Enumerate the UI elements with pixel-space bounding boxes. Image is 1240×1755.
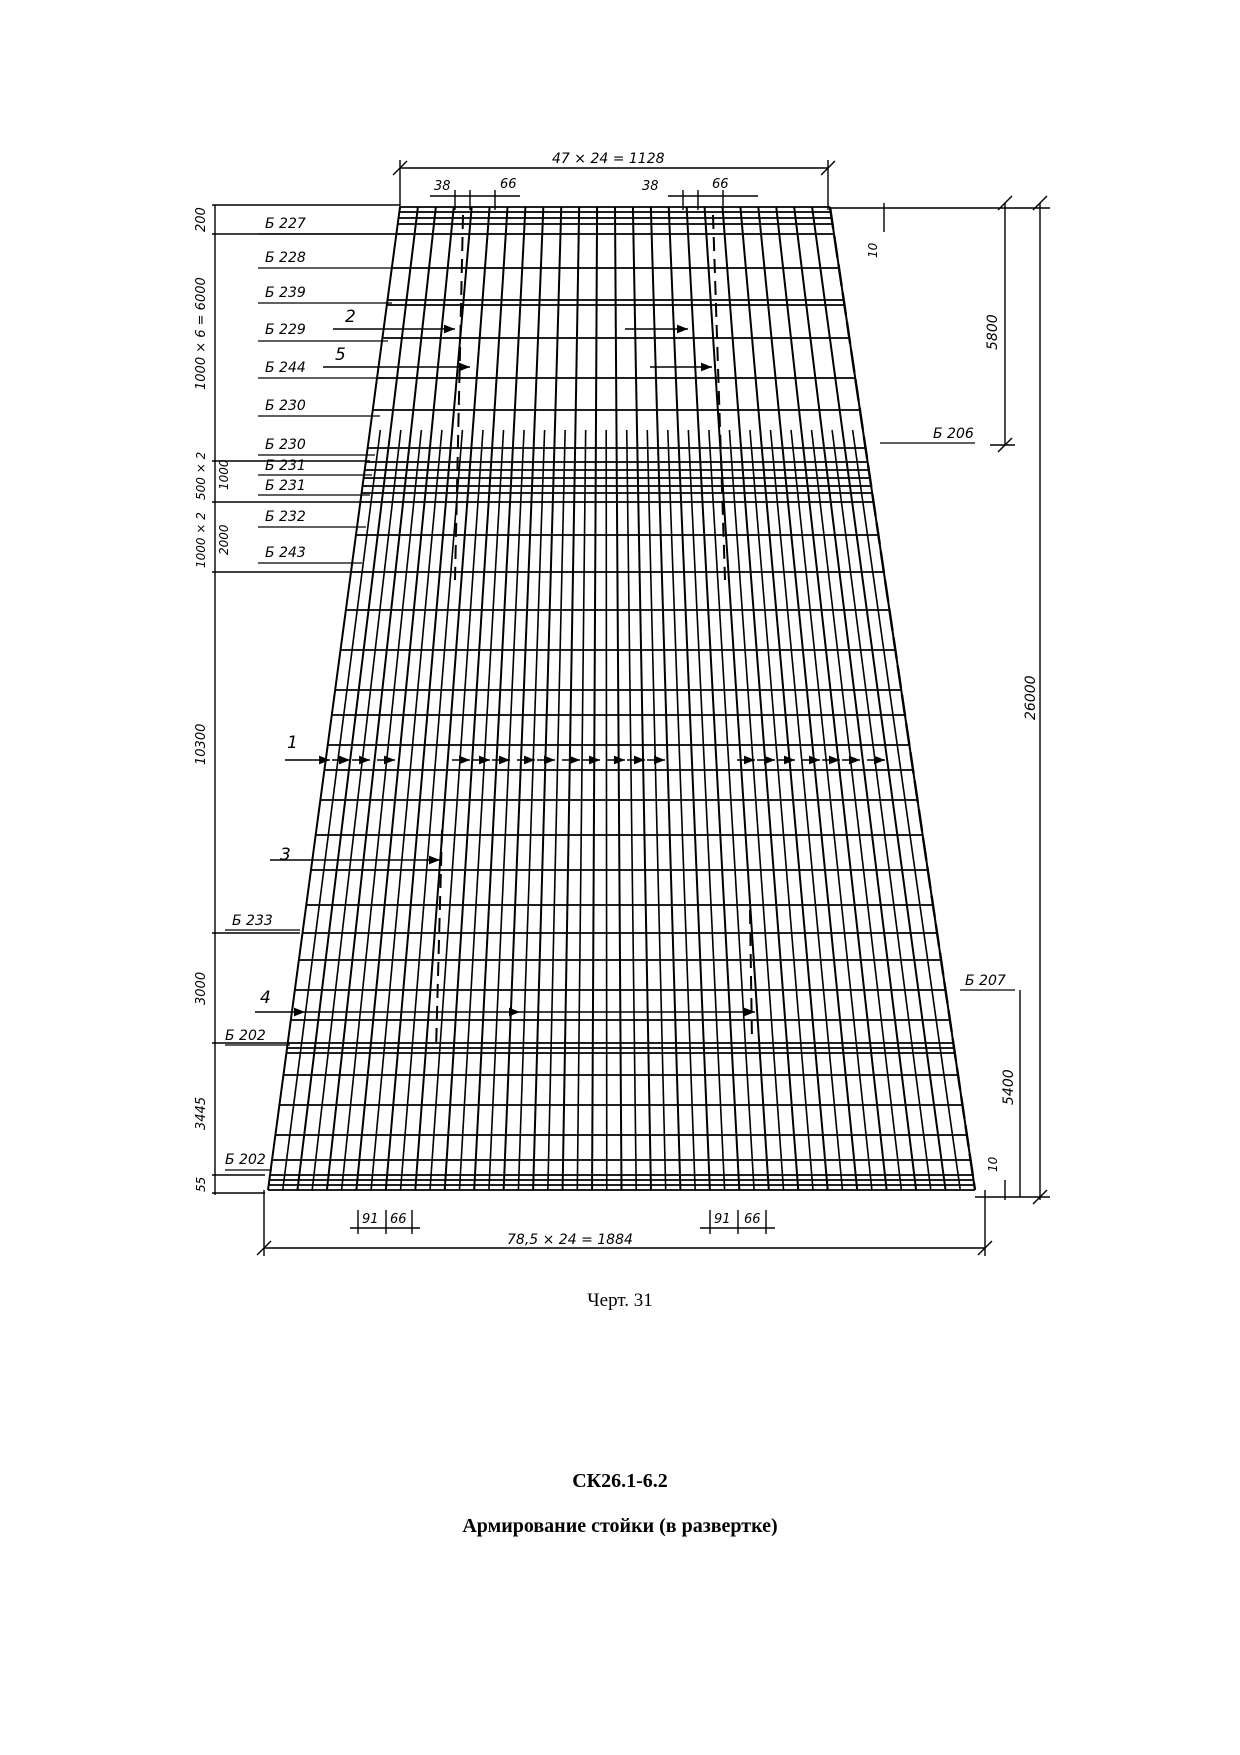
- top-spacing-1: 38: [434, 179, 451, 194]
- additional-bar: [627, 430, 636, 1190]
- additional-bar: [548, 430, 565, 1190]
- document-title: Армирование стойки (в развертке): [462, 1515, 778, 1537]
- additional-bar: [430, 430, 483, 1190]
- dim-right-5400: 5400: [1001, 1069, 1017, 1105]
- additional-bar: [459, 430, 503, 1190]
- bottom-dimension-text: 78,5 × 24 = 1884: [507, 1232, 633, 1248]
- marker-3: 3: [280, 845, 291, 865]
- figure-caption: Черт. 31: [587, 1290, 653, 1311]
- dim-right-26000: 26000: [1023, 675, 1039, 720]
- dim-1000: 1000: [217, 459, 231, 490]
- additional-bar: [832, 430, 931, 1190]
- additional-bar: [283, 430, 381, 1190]
- document-code: СК26.1-6.2: [572, 1470, 668, 1492]
- additional-bar: [606, 430, 607, 1190]
- additional-bar: [518, 430, 544, 1190]
- label-b202-b: Б 202: [225, 1152, 266, 1168]
- dim-200: 200: [194, 207, 209, 232]
- label-b207: Б 207: [965, 973, 1006, 989]
- bottom-spacing-2: 66: [390, 1212, 407, 1227]
- label-b232: Б 232: [265, 509, 306, 525]
- dim-1000x6: 1000 × 6 = 6000: [194, 277, 209, 390]
- additional-bar: [668, 430, 695, 1190]
- bottom-spacing-1: 91: [362, 1212, 379, 1227]
- label-b202-a: Б 202: [225, 1028, 266, 1044]
- top-spacing-4: 66: [712, 177, 729, 192]
- label-b231-b: Б 231: [265, 478, 306, 494]
- dim-right-10-bottom: 10: [986, 1156, 1000, 1172]
- dim-1000x2: 1000 × 2: [194, 512, 208, 568]
- label-b244: Б 244: [265, 360, 306, 376]
- additional-bar: [312, 430, 401, 1190]
- label-b230-a: Б 230: [265, 398, 306, 414]
- bottom-spacing-3: 91: [714, 1212, 731, 1227]
- label-b231-a: Б 231: [265, 458, 306, 474]
- label-b239: Б 239: [265, 285, 306, 301]
- dim-55: 55: [194, 1176, 208, 1192]
- dim-right-5800: 5800: [985, 314, 1001, 350]
- dim-right-10-top: 10: [866, 242, 880, 258]
- top-dimension-text: 47 × 24 = 1128: [552, 151, 665, 167]
- label-b243: Б 243: [265, 545, 306, 561]
- top-spacing-2: 66: [500, 177, 517, 192]
- reinforcement-mesh: [268, 207, 975, 1190]
- marker-2: 2: [345, 307, 356, 327]
- label-b229: Б 229: [265, 322, 306, 338]
- top-spacing-3: 38: [642, 179, 659, 194]
- additional-bar: [647, 430, 665, 1190]
- label-b206: Б 206: [933, 426, 974, 442]
- additional-bar: [729, 430, 783, 1190]
- additional-bar: [577, 430, 585, 1190]
- dim-3000: 3000: [194, 971, 209, 1005]
- additional-bar: [812, 430, 902, 1190]
- left-dimension-chain: [212, 205, 400, 1195]
- label-b233: Б 233: [232, 913, 273, 929]
- marker-1: 1: [287, 733, 298, 753]
- bottom-spacing-4: 66: [744, 1212, 761, 1227]
- marker-5: 5: [335, 345, 346, 365]
- label-b228: Б 228: [265, 250, 306, 266]
- dim-500x2: 500 × 2: [194, 451, 208, 500]
- label-b230-b: Б 230: [265, 437, 306, 453]
- dim-2000: 2000: [217, 524, 231, 555]
- dashed-bar: [455, 215, 463, 580]
- dim-3445: 3445: [194, 1096, 209, 1130]
- dim-10300: 10300: [194, 723, 209, 765]
- top-dimension-line: [393, 160, 835, 210]
- marker-4: 4: [260, 988, 271, 1008]
- label-b227: Б 227: [265, 216, 306, 232]
- dashed-bar: [436, 830, 442, 1050]
- additional-bar: [709, 430, 754, 1190]
